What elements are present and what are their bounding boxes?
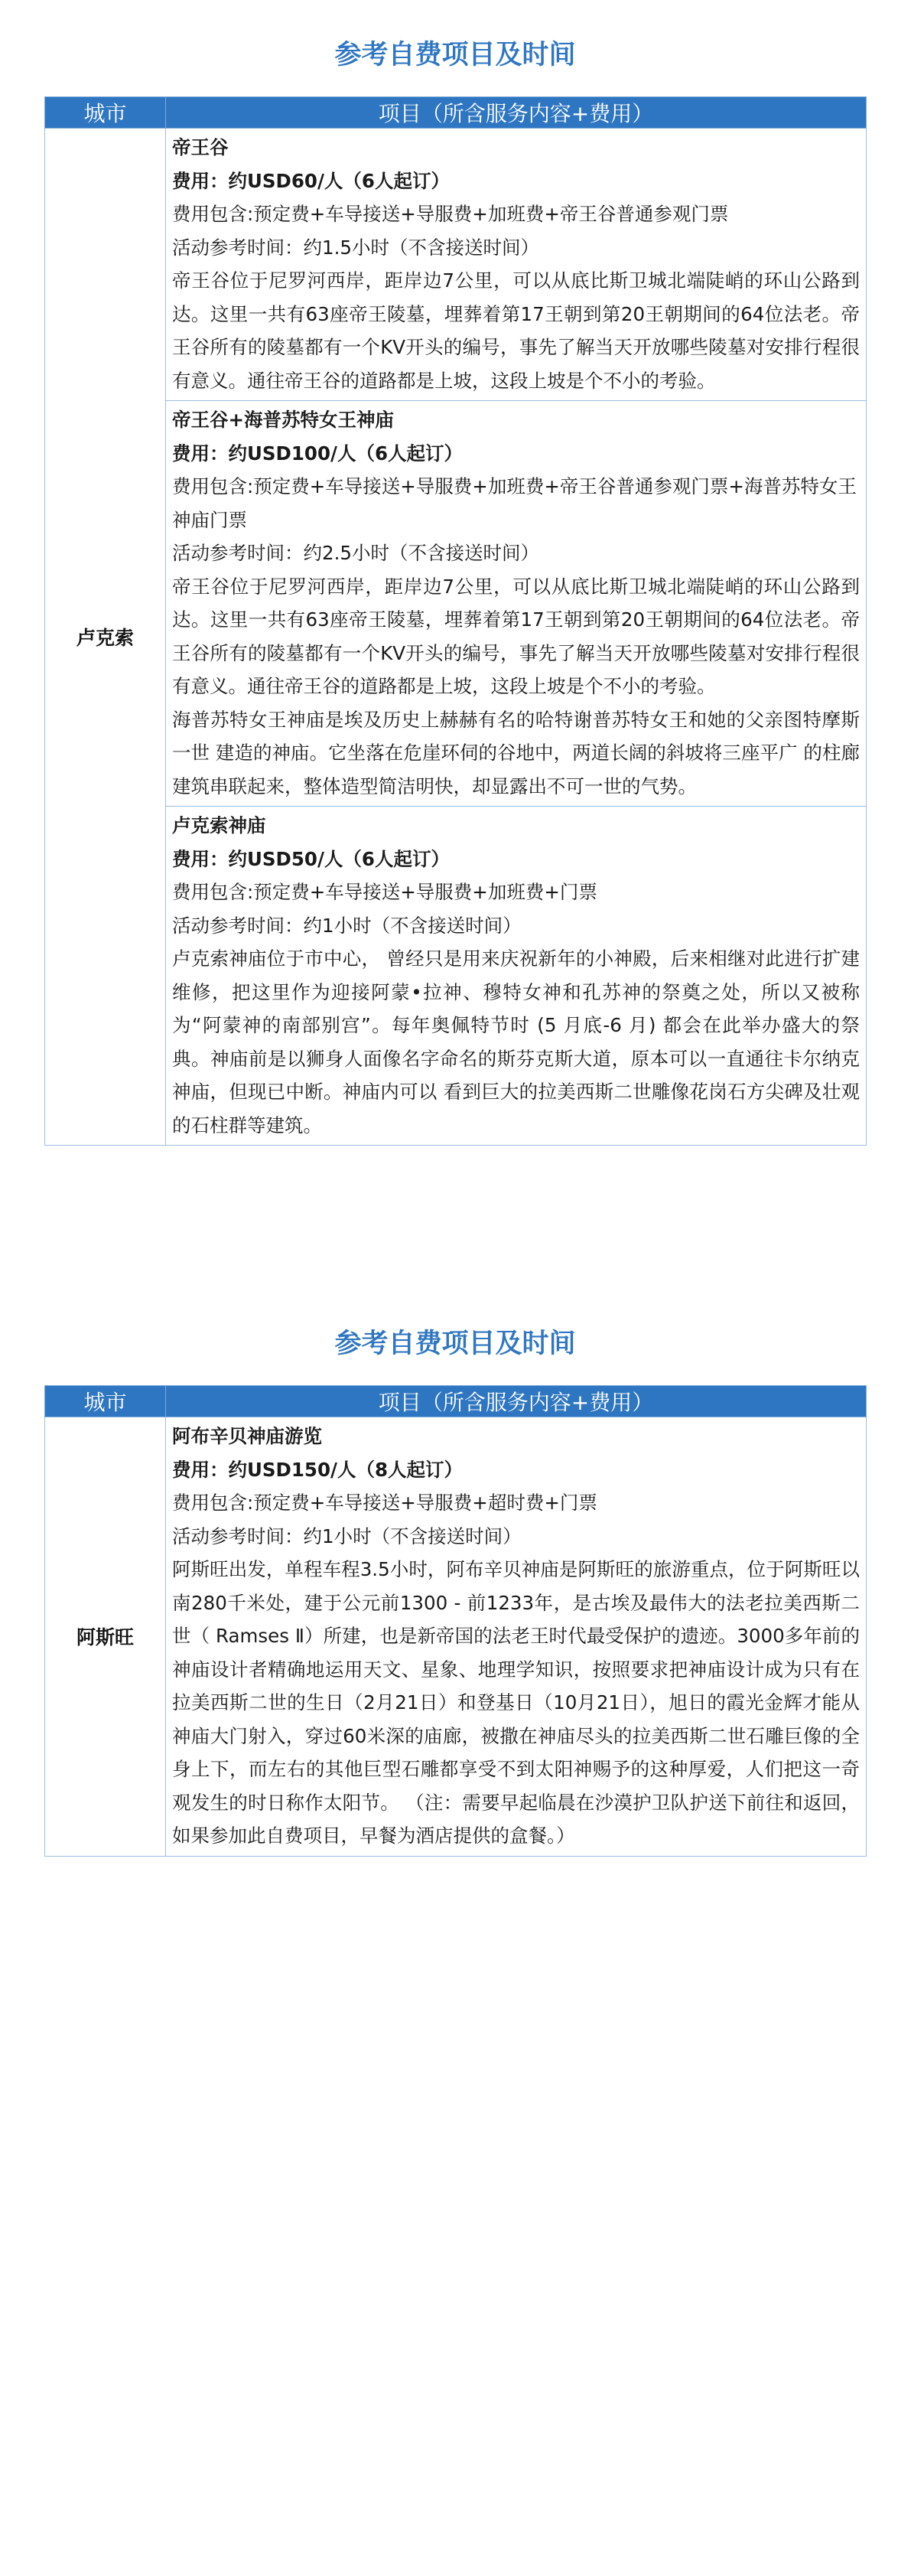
table-header-row [45,97,867,129]
city-cell: 卢克索 [45,129,166,1146]
item-fee: 费用：约USD100/人（6人起订） [172,442,464,465]
item-duration: 活动参考时间：约2.5小时（不含接送时间） [172,542,539,564]
fee-table [44,1385,867,1857]
header-items: 项目（所含服务内容+费用） [166,1386,867,1417]
item-description-2: 海普苏特女王神庙是埃及历史上赫赫有名的哈特谢普苏特女王和她的父亲图特摩斯一世 建造的神庙。它坐落在危崖环伺的谷地中，两道长阔的斜坡将三座平广 的柱廊建筑串联起来，整体造型简洁明快，却显露出不可一世的气势。 [172,708,860,797]
item-name: 阿布辛贝神庙游览 [172,1425,322,1447]
header-city: 城市 [45,1386,166,1417]
table-row [45,129,867,401]
item-description: 阿斯旺出发，单程车程3.5小时，阿布辛贝神庙是阿斯旺的旅游重点，位于阿斯旺以南280千米处，建于公元前1300 - 前1233年，是古埃及最伟大的法老拉美西斯二世（ Ramses Ⅱ）所建，也是新帝国的法老王时代最受保护的遗迹。3000多年前的神庙设计者精确地运用天文、星象、地理学知识，按照要求把神庙设计成为只有在拉美西斯二世的生日（2月21日）和登基日（10月21日），旭日的霞光金辉才能从神庙大门射入，穿过60米深的庙廊，被撒在神庙尽头的拉美西斯二世石雕巨像的全身上下，而左右的其他巨型石雕都享受不到太阳神赐予的这种厚爱，人们把这一奇观发生的时日称作太阳节。 （注：需要早起临晨在沙漠护卫队护送下前往和返回，如果参加此自费项目，早餐为酒店提供的盒餐。） [172,1558,860,1847]
item-duration: 活动参考时间：约1小时（不含接送时间） [172,914,522,937]
item-includes: 费用包含:预定费+车导接送+导服费+加班费+帝王谷普通参观门票+海普苏特女王神庙门票 [172,475,857,531]
item-includes: 费用包含:预定费+车导接送+导服费+超时费+门票 [172,1492,597,1514]
header-items: 项目（所含服务内容+费用） [166,97,867,129]
header-city: 城市 [45,97,166,129]
item-cell [166,1417,867,1857]
item-description: 帝王谷位于尼罗河西岸，距岸边7公里，可以从底比斯卫城北端陡峭的环山公路到达。这里一共有63座帝王陵墓，埋葬着第17王朝到第20王朝期间的64位法老。帝王谷所有的陵墓都有一个KV开头的编号，事先了解当天开放哪些陵墓对安排行程很有意义。通往帝王谷的道路都是上坡，这段上坡是个不小的考验。 [172,269,860,392]
item-name: 帝王谷 [172,136,229,158]
item-duration: 活动参考时间：约1小时（不含接送时间） [172,1524,522,1547]
item-duration: 活动参考时间：约1.5小时（不含接送时间） [172,236,539,259]
table-row [45,807,867,1146]
city-cell: 阿斯旺 [45,1417,166,1857]
item-fee: 费用：约USD50/人（6人起订） [172,847,450,870]
table-row [45,401,867,807]
item-cell [166,807,867,1146]
item-includes: 费用包含:预定费+车导接送+导服费+加班费+门票 [172,881,597,903]
item-includes: 费用包含:预定费+车导接送+导服费+加班费+帝王谷普通参观门票 [172,203,729,225]
item-description: 帝王谷位于尼罗河西岸，距岸边7公里，可以从底比斯卫城北端陡峭的环山公路到达。这里一共有63座帝王陵墓，埋葬着第17王朝到第20王朝期间的64位法老。帝王谷所有的陵墓都有一个KV开头的编号，事先了解当天开放哪些陵墓对安排行程很有意义。通往帝王谷的道路都是上坡，这段上坡是个不小的考验。 [172,575,860,697]
item-fee: 费用：约USD60/人（6人起订） [172,169,450,192]
item-description: 卢克索神庙位于市中心， 曾经只是用来庆祝新年的小神殿，后来相继对此进行扩建维修，把这里作为迎接阿蒙•拉神、穆特女神和孔苏神的祭奠之处，所以又被称为“阿蒙神的南部别宫”。每年奥佩特节时 (5 月底-6 月) 都会在此举办盛大的祭典。神庙前是以狮身人面像名字命名的斯芬克斯大道，原本可以一直通往卡尔纳克神庙，但现已中断。神庙内可以 看到巨大的拉美西斯二世雕像花岗石方尖碑及壮观的石柱群等建筑。 [172,947,860,1136]
table-header-row [45,1386,867,1417]
item-name: 帝王谷+海普苏特女王神庙 [172,409,395,431]
table-row [45,1417,867,1857]
item-name: 卢克索神庙 [172,814,266,836]
item-cell [166,129,867,401]
section-title: 参考自费项目及时间 [334,1329,576,1359]
item-cell [166,401,867,807]
section-title: 参考自费项目及时间 [334,40,576,70]
item-fee: 费用：约USD150/人（8人起订） [172,1458,464,1481]
fee-table [44,96,867,1146]
